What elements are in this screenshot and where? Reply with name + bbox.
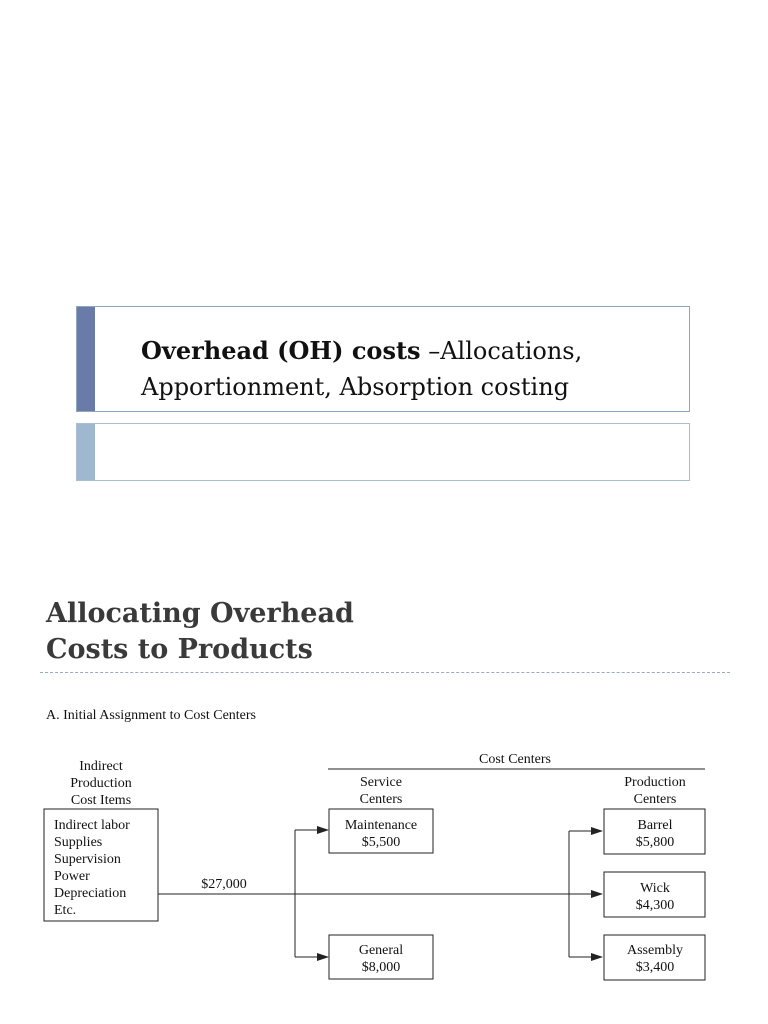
production-header-1: Production <box>624 775 686 790</box>
subtitle-accent-bar <box>77 424 95 480</box>
production-center-name: Wick <box>640 881 670 896</box>
source-item: Power <box>54 869 90 884</box>
source-item: Indirect labor <box>54 818 130 833</box>
service-center-amount: $5,500 <box>361 835 401 850</box>
source-header-3: Cost Items <box>70 793 132 808</box>
slide2-heading <box>46 596 466 668</box>
source-item: Depreciation <box>54 886 127 901</box>
production-center-name: Assembly <box>627 943 683 958</box>
service-header-2: Centers <box>359 792 403 807</box>
production-center-amount: $3,400 <box>635 960 675 975</box>
source-item: Supplies <box>54 835 103 850</box>
source-header-1: Indirect <box>79 759 123 774</box>
slide-title <box>141 333 679 405</box>
cost-allocation-diagram <box>0 690 768 1000</box>
production-center-name: Barrel <box>637 818 673 833</box>
service-center-name: Maintenance <box>344 818 418 833</box>
production-header-2: Centers <box>633 792 677 807</box>
source-item: Supervision <box>54 852 121 867</box>
heading-line-1: Allocating Overhead <box>46 598 354 629</box>
heading-line-2: Costs to Products <box>46 634 313 665</box>
service-header-1: Service <box>360 775 402 790</box>
production-center-amount: $4,300 <box>635 898 675 913</box>
cost-centers-label: Cost Centers <box>479 752 551 767</box>
section-title: A. Initial Assignment to Cost Centers <box>46 708 256 723</box>
production-center-amount: $5,800 <box>635 835 675 850</box>
title-accent-bar <box>77 307 95 411</box>
service-center-amount: $8,000 <box>361 960 401 975</box>
subtitle-box <box>76 423 690 481</box>
source-header-2: Production <box>70 776 132 791</box>
slide-title-bold: Overhead (OH) costs <box>141 336 421 365</box>
title-box <box>76 306 690 412</box>
slide-title-rest: –Allocations, Apportionment, Absorption costing <box>141 337 583 401</box>
flow-amount: $27,000 <box>201 877 247 892</box>
service-center-name: General <box>358 943 404 958</box>
source-item: Etc. <box>54 903 77 918</box>
dashed-divider <box>40 672 730 673</box>
